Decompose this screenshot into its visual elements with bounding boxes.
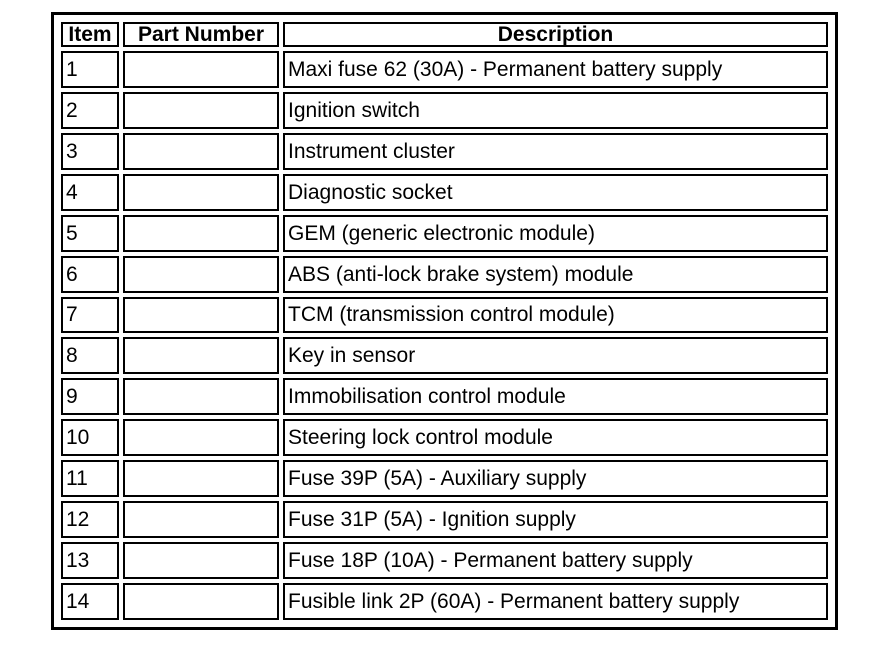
header-item: Item xyxy=(61,22,119,47)
cell-item: 9 xyxy=(61,378,119,415)
cell-description: Fusible link 2P (60A) - Permanent battery supply xyxy=(283,583,828,620)
cell-part-number xyxy=(123,256,279,293)
header-part-number: Part Number xyxy=(123,22,279,47)
cell-part-number xyxy=(123,337,279,374)
cell-part-number xyxy=(123,174,279,211)
cell-part-number xyxy=(123,460,279,497)
parts-table-frame xyxy=(51,12,838,630)
table-row xyxy=(61,174,828,211)
cell-item: 8 xyxy=(61,337,119,374)
cell-part-number xyxy=(123,133,279,170)
cell-description: GEM (generic electronic module) xyxy=(283,215,828,252)
cell-item: 6 xyxy=(61,256,119,293)
table-row xyxy=(61,583,828,620)
table-row xyxy=(61,297,828,334)
cell-description: Ignition switch xyxy=(283,92,828,129)
cell-description: TCM (transmission control module) xyxy=(283,297,828,334)
cell-item: 14 xyxy=(61,583,119,620)
cell-item: 3 xyxy=(61,133,119,170)
cell-part-number xyxy=(123,583,279,620)
cell-description: Maxi fuse 62 (30A) - Permanent battery supply xyxy=(283,51,828,88)
table-row xyxy=(61,92,828,129)
cell-item: 11 xyxy=(61,460,119,497)
table-row xyxy=(61,256,828,293)
cell-part-number xyxy=(123,501,279,538)
cell-part-number xyxy=(123,297,279,334)
cell-description: Immobilisation control module xyxy=(283,378,828,415)
cell-item: 2 xyxy=(61,92,119,129)
cell-item: 10 xyxy=(61,419,119,456)
table-row xyxy=(61,542,828,579)
table-row xyxy=(61,133,828,170)
header-description: Description xyxy=(283,22,828,47)
cell-description: ABS (anti-lock brake system) module xyxy=(283,256,828,293)
cell-description: Diagnostic socket xyxy=(283,174,828,211)
cell-item: 1 xyxy=(61,51,119,88)
table-row xyxy=(61,460,828,497)
cell-description: Key in sensor xyxy=(283,337,828,374)
table-row xyxy=(61,51,828,88)
table-row xyxy=(61,337,828,374)
table-row xyxy=(61,378,828,415)
cell-part-number xyxy=(123,542,279,579)
cell-description: Fuse 31P (5A) - Ignition supply xyxy=(283,501,828,538)
cell-item: 5 xyxy=(61,215,119,252)
cell-item: 13 xyxy=(61,542,119,579)
cell-description: Instrument cluster xyxy=(283,133,828,170)
cell-item: 12 xyxy=(61,501,119,538)
table-header-row xyxy=(61,22,828,47)
cell-part-number xyxy=(123,215,279,252)
cell-part-number xyxy=(123,419,279,456)
table-row xyxy=(61,215,828,252)
table-row xyxy=(61,501,828,538)
cell-description: Fuse 39P (5A) - Auxiliary supply xyxy=(283,460,828,497)
cell-item: 7 xyxy=(61,297,119,334)
cell-part-number xyxy=(123,51,279,88)
cell-description: Steering lock control module xyxy=(283,419,828,456)
cell-part-number xyxy=(123,92,279,129)
cell-part-number xyxy=(123,378,279,415)
cell-description: Fuse 18P (10A) - Permanent battery supply xyxy=(283,542,828,579)
table-row xyxy=(61,419,828,456)
parts-table xyxy=(57,18,832,624)
cell-item: 4 xyxy=(61,174,119,211)
